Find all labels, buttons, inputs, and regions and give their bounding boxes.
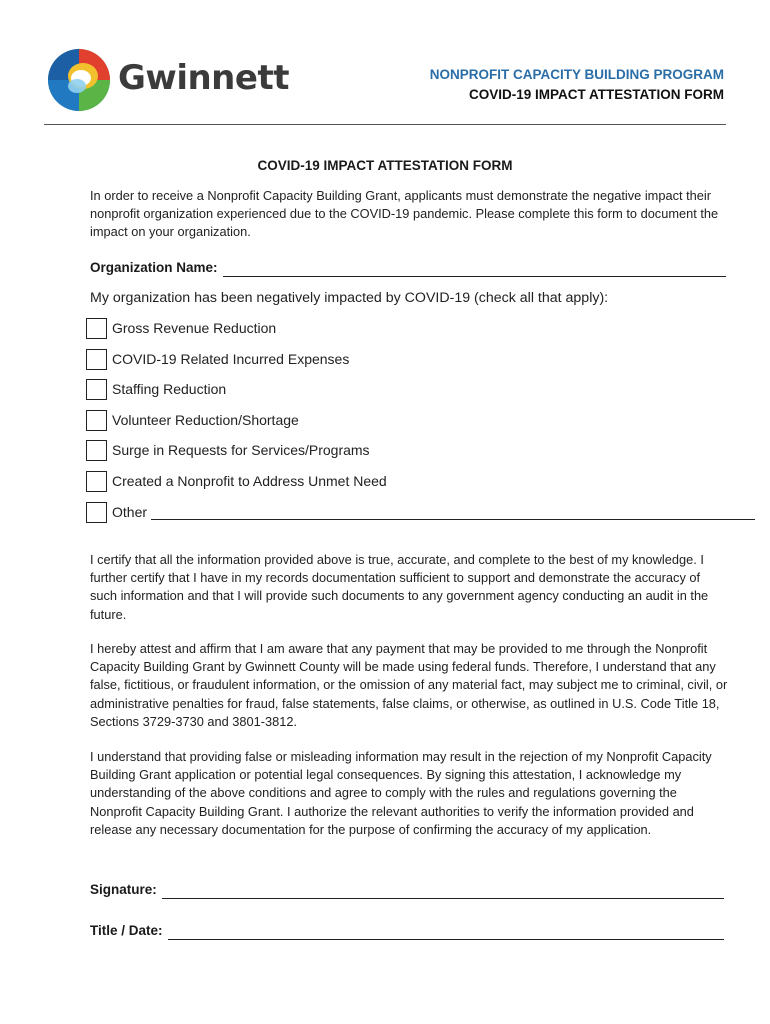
intro-paragraph: In order to receive a Nonprofit Capacity Building Grant, applicants must demonstrate the negative impact their nonprofit organization experienced due to the COVID-19 pandemic. Please complete this form to document the impact on your organization. [90,188,719,240]
option-label: Other [112,504,148,520]
option-label: COVID-19 Related Incurred Expenses [112,351,350,367]
checkbox[interactable] [86,471,107,492]
other-field[interactable] [151,505,755,520]
logo-wordmark: Gwinnett [118,58,289,98]
checkbox[interactable] [86,318,107,339]
option-covid-expenses[interactable] [86,347,349,371]
option-volunteer-reduction[interactable] [86,408,299,432]
checkbox[interactable] [86,379,107,400]
signature-row [90,881,724,899]
option-created-nonprofit[interactable] [86,469,387,493]
understand-paragraph: I understand that providing false or misleading information may result in the rejection of my Nonprofit Capacity Building Grant application or potential legal consequences. By signing this attestation, I acknowledge my understanding of the above conditions and agree to comply with the rules and regulations governing the Nonprofit Capacity Building Grant. I authorize the relevant authorities to verify the information provided and release any necessary documentation for the purpose of confirming the accuracy of my application. [90,749,712,837]
option-label: Created a Nonprofit to Address Unmet Need [112,473,387,489]
option-other[interactable] [86,500,755,524]
certify-paragraph: I certify that all the information provided above is true, accurate, and complete to the best of my knowledge. I further certify that I have in my records documentation sufficient to support and demonstrate the accuracy of such information and that I will provide such documents to any government agency conducting an audit in the future. [90,552,709,622]
checkbox[interactable] [86,502,107,523]
title-date-row [90,922,724,940]
attest-paragraph: I hereby attest and affirm that I am aware that any payment that may be provided to me through the Nonprofit Capacity Building Grant by Gwinnett County will be made using federal funds. Therefore, I understand that any false, fictitious, or fraudulent information, or the omission of any material fact, may subject me to criminal, civil, or administrative penalties for fraud, false statements, false claims, or otherwise, as outlined in U.S. Code Title 18, Sections 3729-3730 and 3801-3812. [90,641,728,729]
checkbox[interactable] [86,410,107,431]
option-surge-in-requests[interactable] [86,438,370,462]
option-label: Surge in Requests for Services/Programs [112,442,370,458]
organization-name-row [90,259,726,277]
impact-question: My organization has been negatively impacted by COVID-19 (check all that apply): [90,290,609,306]
title-date-field[interactable] [168,926,724,940]
program-title: NONPROFIT CAPACITY BUILDING PROGRAM [429,67,724,82]
checkbox[interactable] [86,440,107,461]
form-title: COVID-19 IMPACT ATTESTATION FORM [257,158,513,173]
gwinnett-logo [47,48,111,112]
header-divider [44,124,726,125]
signature-field[interactable] [162,885,724,899]
signature-label: Signature: [90,882,157,897]
option-label: Gross Revenue Reduction [112,320,277,336]
organization-name-label: Organization Name: [90,260,218,275]
option-gross-revenue-reduction[interactable] [86,316,276,340]
option-label: Volunteer Reduction/Shortage [112,412,299,428]
checkbox[interactable] [86,349,107,370]
title-date-label: Title / Date: [90,923,163,938]
organization-name-field[interactable] [223,263,726,277]
form-subtitle: COVID-19 IMPACT ATTESTATION FORM [469,87,724,102]
option-staffing-reduction[interactable] [86,377,226,401]
option-label: Staffing Reduction [112,381,227,397]
